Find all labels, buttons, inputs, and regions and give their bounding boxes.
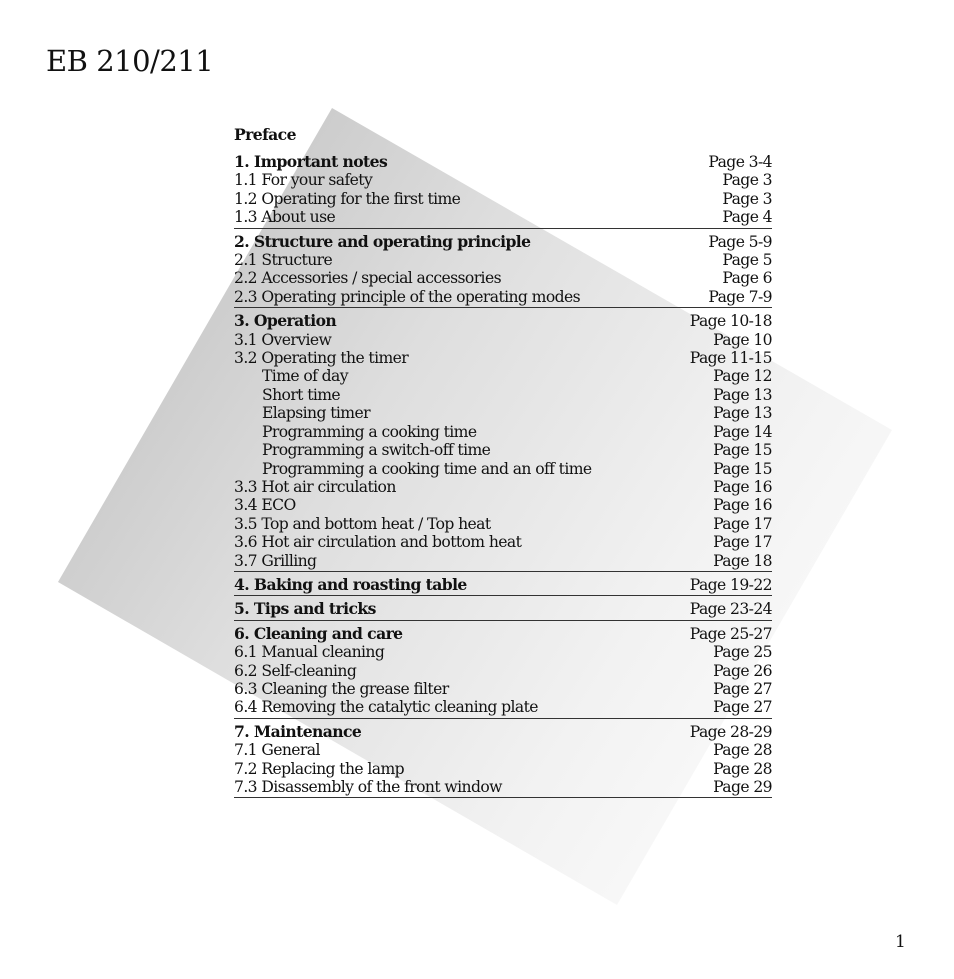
toc-entry-row	[234, 680, 772, 698]
toc-section	[234, 723, 772, 799]
toc-entry-row	[234, 331, 772, 349]
toc-entry-row	[234, 478, 772, 496]
toc-entry-page: Page 27	[713, 698, 772, 717]
toc-section	[234, 600, 772, 620]
toc-section	[234, 233, 772, 309]
toc-entry-page: Page 14	[713, 422, 772, 441]
toc-entry-page: Page 5-9	[708, 232, 772, 251]
toc-chapter-row	[234, 153, 772, 171]
toc-entry-row	[234, 741, 772, 759]
toc-entry-row	[234, 349, 772, 367]
toc-entry-page: Page 10	[713, 330, 772, 349]
toc-entry-page: Page 10-18	[689, 312, 772, 331]
toc-entry-title: 7.3 Disassembly of the front window	[234, 778, 502, 796]
toc-entry-title: 2.1 Structure	[234, 251, 333, 270]
toc-entry-title: Programming a cooking time and an off time	[262, 459, 592, 478]
page-number: 1	[895, 932, 906, 952]
toc-section	[234, 153, 772, 229]
toc-entry-title: 3.5 Top and bottom heat / Top heat	[234, 514, 491, 533]
toc-entry-page: Page 17	[713, 514, 772, 533]
toc-entry-row	[234, 552, 772, 570]
toc-entry-row	[234, 171, 772, 189]
toc-entry-title: Time of day	[262, 367, 348, 386]
toc-entry-page: Page 13	[713, 385, 772, 404]
toc-entry-row	[234, 208, 772, 226]
toc-chapter-row	[234, 600, 772, 618]
model-title: EB 210/211	[46, 44, 214, 78]
toc-entry-page: Page 6	[722, 269, 772, 288]
toc-entry-title: 7. Maintenance	[234, 721, 362, 741]
toc-entry-title: 4. Baking and roasting table	[234, 574, 467, 594]
toc-entry-page: Page 11-15	[689, 349, 772, 368]
toc-entry-row	[234, 496, 772, 514]
toc-entry-page: Page 5	[722, 251, 772, 270]
toc-entry-row	[234, 423, 772, 441]
toc-entry-page: Page 15	[713, 459, 772, 478]
toc-entry-page: Page 25-27	[689, 624, 772, 643]
toc-entry-page: Page 13	[713, 404, 772, 423]
toc-section	[234, 576, 772, 596]
toc-entry-title: 3.3 Hot air circulation	[234, 477, 396, 496]
toc-section	[234, 312, 772, 572]
toc-entry-page: Page 3	[722, 189, 772, 208]
toc-entry-page: Page 28-29	[689, 722, 772, 741]
toc-entry-page: Page 4	[722, 208, 772, 227]
toc-entry-row	[234, 404, 772, 422]
toc-entry-title: 5. Tips and tricks	[234, 599, 376, 619]
toc-entry-title: 3.4 ECO	[234, 496, 296, 515]
toc-chapter-row	[234, 723, 772, 741]
toc-entry-title: 2. Structure and operating principle	[234, 231, 531, 251]
toc-entry-page: Page 3	[722, 171, 772, 190]
toc-entry-title: 3.7 Grilling	[234, 551, 317, 570]
toc-entry-row	[234, 460, 772, 478]
toc-entry-row	[234, 269, 772, 287]
toc-entry-row	[234, 367, 772, 385]
toc-entry-page: Page 27	[713, 679, 772, 698]
toc-entry-page: Page 7-9	[708, 287, 772, 306]
toc-entry-title: 7.2 Replacing the lamp	[234, 759, 405, 778]
toc-entry-row	[234, 533, 772, 551]
toc-entry-row	[234, 441, 772, 459]
toc-entry-title: 2.2 Accessories / special accessories	[234, 269, 501, 288]
toc-entry-row	[234, 698, 772, 716]
toc-entry-title: 3.6 Hot air circulation and bottom heat	[234, 533, 522, 552]
toc-entry-title: 6.1 Manual cleaning	[234, 643, 385, 662]
toc-entry-page: Page 29	[713, 778, 772, 796]
toc-entry-title: 1.2 Operating for the first time	[234, 189, 461, 208]
toc-chapter-row	[234, 625, 772, 643]
toc-entry-title: 1. Important notes	[234, 152, 388, 171]
toc-entry-title: 6.2 Self-cleaning	[234, 661, 357, 680]
toc-entry-page: Page 17	[713, 533, 772, 552]
toc-entry-page: Page 19-22	[689, 575, 772, 594]
toc-entry-title: 2.3 Operating principle of the operating modes	[234, 287, 581, 306]
toc-entry-page: Page 16	[713, 496, 772, 515]
toc-entry-title: 1.3 About use	[234, 208, 336, 227]
toc-entry-page: Page 3-4	[708, 153, 772, 171]
toc-entry-title: Programming a switch-off time	[262, 441, 491, 460]
toc-entry-row	[234, 643, 772, 661]
toc-entry-row	[234, 760, 772, 778]
toc-entry-row	[234, 288, 772, 306]
toc-entry-title: 6.3 Cleaning the grease filter	[234, 679, 449, 698]
toc-entry-page: Page 15	[713, 441, 772, 460]
toc-entry-page: Page 25	[713, 643, 772, 662]
toc-entry-title: 3. Operation	[234, 311, 337, 331]
toc-entry-title: 1.1 For your safety	[234, 171, 373, 190]
toc-entry-row	[234, 778, 772, 796]
toc-chapter-row	[234, 233, 772, 251]
toc-entry-title: 6. Cleaning and care	[234, 623, 403, 643]
toc-entry-title: 7.1 General	[234, 741, 320, 760]
toc-entry-title: 3.2 Operating the timer	[234, 349, 409, 368]
toc-entry-page: Page 12	[713, 367, 772, 386]
toc-entry-title: 3.1 Overview	[234, 330, 332, 349]
toc-section	[234, 625, 772, 719]
toc-entry-title: 6.4 Removing the catalytic cleaning plate	[234, 698, 538, 717]
toc-entry-page: Page 26	[713, 661, 772, 680]
toc-entry-title: Short time	[262, 385, 341, 404]
toc-entry-page: Page 28	[713, 759, 772, 778]
table-of-contents	[234, 124, 772, 802]
toc-chapter-row	[234, 576, 772, 594]
toc-entry-title: Programming a cooking time	[262, 422, 477, 441]
toc-entry-page: Page 28	[713, 741, 772, 760]
preface-heading: Preface	[234, 125, 296, 144]
toc-entry-title: Elapsing timer	[262, 404, 370, 423]
toc-entry-row	[234, 515, 772, 533]
toc-entry-page: Page 16	[713, 477, 772, 496]
toc-entry-page: Page 18	[713, 551, 772, 570]
toc-entry-row	[234, 386, 772, 404]
toc-entry-row	[234, 190, 772, 208]
toc-chapter-row	[234, 312, 772, 330]
toc-entry-page: Page 23-24	[689, 600, 772, 619]
toc-entry-row	[234, 251, 772, 269]
toc-entry-row	[234, 662, 772, 680]
